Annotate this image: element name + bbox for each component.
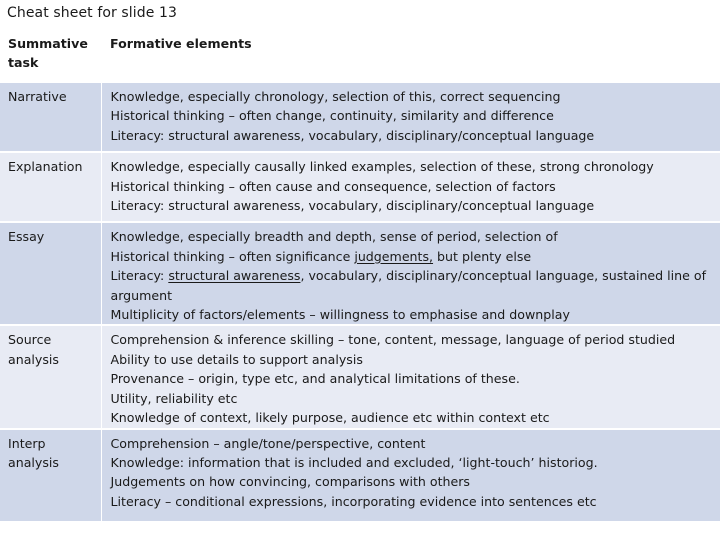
element-line bbox=[111, 247, 720, 266]
elements-cell bbox=[101, 222, 720, 325]
cheat-sheet-table bbox=[0, 34, 720, 521]
element-line-text: but plenty else bbox=[433, 248, 532, 264]
element-line: Comprehension – angle/tone/perspective, content bbox=[110, 435, 426, 451]
slide-title: Cheat sheet for slide 13 bbox=[7, 5, 178, 21]
element-line: Knowledge, especially breadth and depth, sense of period, selection of bbox=[110, 229, 558, 245]
element-line: Ability to use details to support analysis bbox=[110, 351, 363, 367]
elements-cell bbox=[101, 82, 720, 152]
element-line: Knowledge, especially chronology, selection of this, correct sequencing bbox=[110, 89, 561, 104]
task-cell: Explanation bbox=[0, 152, 101, 222]
header-summative-task: Summative task bbox=[0, 34, 101, 82]
element-line: Knowledge, especially causally linked examples, selection of these, strong chronology bbox=[110, 159, 654, 175]
element-line: Provenance – origin, type etc, and analytical limitations of these. bbox=[110, 371, 520, 387]
element-line: Multiplicity of factors/elements – willingness to emphasise and downplay bbox=[110, 307, 570, 323]
table-row bbox=[0, 325, 720, 428]
header-formative-elements: Formative elements bbox=[101, 34, 720, 82]
task-cell: Narrative bbox=[0, 82, 101, 152]
element-line: Literacy – conditional expressions, incorporating evidence into sentences etc bbox=[110, 493, 597, 509]
row-spacer bbox=[111, 215, 720, 221]
elements-cell bbox=[101, 325, 720, 428]
elements-cell bbox=[101, 152, 720, 222]
underlined-text: structural awareness bbox=[168, 268, 301, 284]
header-row bbox=[0, 34, 720, 82]
element-line-text: Literacy: bbox=[110, 268, 169, 284]
elements-cell bbox=[101, 429, 720, 522]
element-line: Knowledge: information that is included and excluded, ‘light-touch’ historiog. bbox=[110, 454, 598, 470]
table-row bbox=[0, 222, 720, 325]
row-spacer bbox=[111, 511, 720, 521]
row-spacer bbox=[111, 145, 720, 151]
task-cell: Source analysis bbox=[0, 325, 101, 428]
element-line: Historical thinking – often cause and consequence, selection of factors bbox=[110, 178, 556, 194]
element-line: Literacy: structural awareness, vocabulary, disciplinary/conceptual language bbox=[110, 127, 595, 143]
element-line: Judgements on how convincing, comparisons with others bbox=[110, 474, 470, 490]
underlined-text: judgements, bbox=[354, 248, 434, 264]
element-line: Utility, reliability etc bbox=[110, 390, 238, 406]
element-line: Historical thinking – often change, continuity, similarity and difference bbox=[110, 108, 554, 124]
table-row bbox=[0, 152, 720, 222]
element-line: Knowledge of context, likely purpose, audience etc within context etc bbox=[110, 410, 550, 426]
table-row bbox=[0, 82, 720, 152]
element-line-text: , vocabulary, disciplinary/conceptual language, sustained line of argument bbox=[110, 268, 707, 303]
element-line-text: Historical thinking – often significance bbox=[110, 248, 355, 264]
element-line: Literacy: structural awareness, vocabulary, disciplinary/conceptual language bbox=[110, 198, 595, 214]
task-cell: Essay bbox=[0, 222, 101, 325]
element-line: Comprehension & inference skilling – tone, content, message, language of period studied bbox=[110, 332, 676, 348]
element-line bbox=[111, 266, 720, 305]
table-row bbox=[0, 429, 720, 522]
task-cell: Interp analysis bbox=[0, 429, 101, 522]
